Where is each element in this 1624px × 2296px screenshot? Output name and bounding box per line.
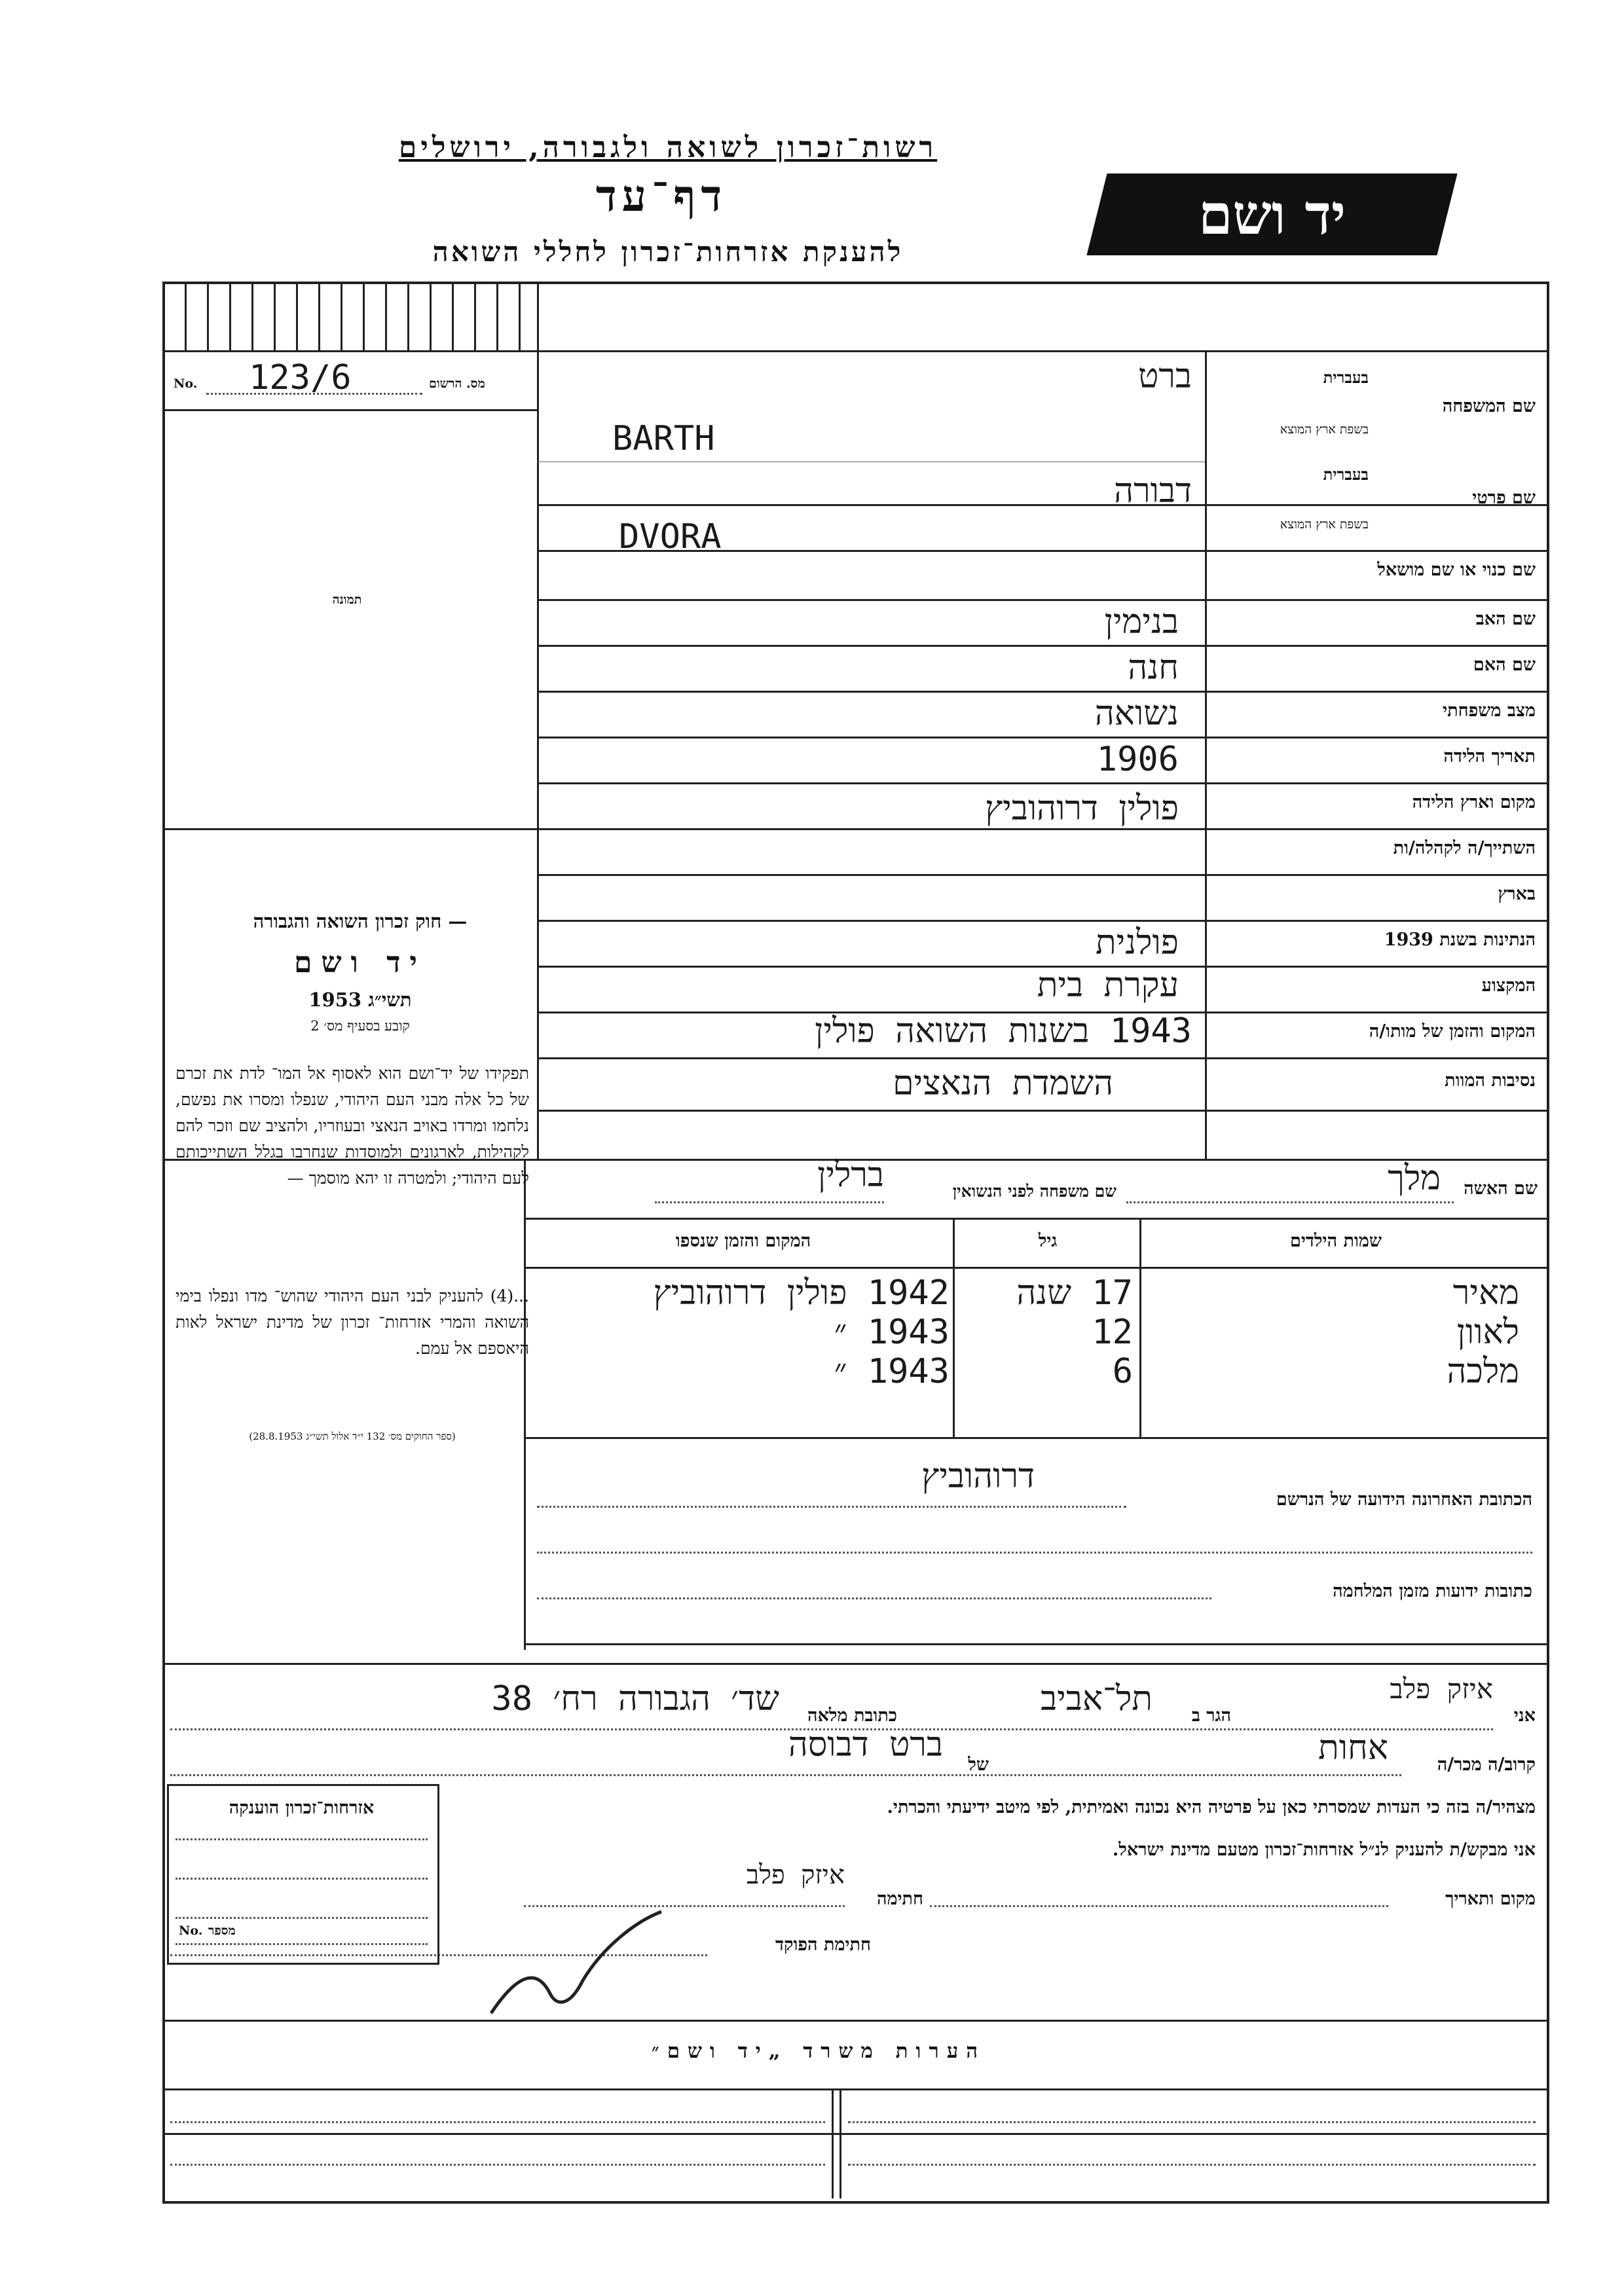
value-full-address: שד׳ הגבורה רח׳ 38 xyxy=(491,1679,779,1719)
law-clause: קובע בסעיף מס׳ 2 xyxy=(310,1018,410,1034)
yad-vashem-logo xyxy=(1086,173,1457,255)
label-maiden-name: שם משפחה לפני הנשואין xyxy=(952,1182,1116,1201)
label-first-name: שם פרטי xyxy=(1472,488,1536,508)
child-3-place: 1943 ״ xyxy=(834,1352,950,1391)
value-citizenship-1939: פולנית xyxy=(1095,923,1179,962)
declaration-line-2: אני מבקש/ת להעניק לנ״ל אזרחות־זכרון מטעם מדינת ישראל. xyxy=(1112,1840,1536,1860)
label-relation: קרוב/ה מכר/ה xyxy=(1437,1755,1536,1775)
label-birth-date: תאריך הלידה xyxy=(1443,746,1536,767)
label-death-circumstances: נסיבות המוות xyxy=(1445,1070,1536,1091)
child-1-age: 17 שנה xyxy=(1016,1273,1133,1313)
child-2-name: לאוון xyxy=(1456,1313,1519,1352)
header-place-time: המקום והזמן שנספו xyxy=(675,1231,811,1251)
child-1-name: מאיר xyxy=(1452,1273,1519,1313)
child-1-place: 1942 פולין דרוהוביץ xyxy=(653,1273,950,1313)
label-profession: המקצוע xyxy=(1481,975,1536,996)
registration-no-label: No. xyxy=(174,376,198,391)
law-paragraph-2: ...(4) להעניק לבני העם היהודי שהוש־ מדו ונפלו בימי השואה והמרי אזרחות־ זכרון של מדינת ישראל לאות היאספם אל עמם. xyxy=(175,1286,529,1358)
law-name: יד ושם xyxy=(294,946,426,979)
label-last-address: הכתובת האחרונה הידועה של הנרשם xyxy=(1276,1489,1532,1510)
value-signature: איזק פלב xyxy=(746,1860,845,1890)
value-relation: אחות xyxy=(1318,1728,1388,1768)
registration-row xyxy=(170,358,530,397)
label-citizenship-1939: הנתינות בשנת 1939 xyxy=(1384,930,1536,950)
label-marital-status: מצב משפחתי xyxy=(1443,701,1536,721)
value-resides-in: תל־אביב xyxy=(1041,1679,1153,1719)
label-officer-signature: חתימת הפוקד xyxy=(775,1935,871,1955)
value-first-name-origin: DVORA xyxy=(619,517,722,556)
value-maiden-name: ברלין xyxy=(817,1156,884,1195)
logo-text: יד ושם xyxy=(1198,182,1346,247)
label-i: אני xyxy=(1513,1705,1536,1726)
citizenship-no-label: No. xyxy=(179,1923,203,1938)
label-of: של xyxy=(968,1755,989,1775)
value-spouse: מלך xyxy=(1388,1159,1441,1198)
header-children-names: שמות הילדים xyxy=(1289,1231,1382,1251)
law-title: — חוק זכרון השואה והגבורה xyxy=(253,910,468,932)
form-subtitle: להענקת אזרחות־זכרון לחללי השואה xyxy=(432,236,904,268)
label-death-place-time: המקום והזמן של מותו/ה xyxy=(1369,1021,1536,1042)
child-3-name: מלכה xyxy=(1447,1352,1519,1391)
office-notes-title: הערות משרד „יד ושם״ xyxy=(651,2039,986,2063)
sub-origin-language-2: בשפת ארץ המוצא xyxy=(1280,517,1369,532)
label-nickname: שם כנוי או שם מושאל xyxy=(1377,560,1536,580)
label-birth-place: מקום וארץ הלידה xyxy=(1412,792,1536,812)
citizenship-box xyxy=(167,1784,439,1965)
label-father-name: שם האב xyxy=(1475,609,1536,629)
value-birth-place: פולין דרוהוביץ xyxy=(985,789,1179,828)
value-profession: עקרת בית xyxy=(1037,966,1179,1005)
declaration-line-1: מצהיר/ה בזה כי העדות שמסרתי כאן על פרטיה היא נכונה ואמיתית, לפי מיטב ידיעתי והכרתי. xyxy=(887,1797,1536,1817)
header-age: גיל xyxy=(1038,1231,1058,1251)
citizenship-number-label: מספר xyxy=(208,1923,236,1938)
sub-origin-language: בשפת ארץ המוצא xyxy=(1280,422,1369,437)
sub-hebrew-2: בעברית xyxy=(1323,465,1369,484)
value-birth-date: 1906 xyxy=(1096,740,1179,779)
label-community: השתייך/ה לקהלה/ות xyxy=(1393,838,1536,858)
label-resides-in: הגר ב xyxy=(1191,1705,1231,1726)
value-last-address: דרוהוביץ xyxy=(921,1457,1035,1496)
officer-signature-scribble xyxy=(478,1908,674,2026)
value-first-name-hebrew: דבורה xyxy=(1114,471,1192,511)
label-mother-name: שם האם xyxy=(1473,655,1536,675)
law-paragraph-1: תפקידו של יד־ושם הוא לאסוף אל המו־ לדת את זכרם של כל אלה מבני העם היהודי, שנפלו ומסרו את נפשם, נלחמו ומרדו באויב הנאצי ובעוזריו, ולהציב שם וזכר להם לקהילות, לארגונים ולמוסדות שנחרבו בגלל השתייכותם לעם היהודי; ולמטרה זו יהא מוסמך — xyxy=(175,1064,529,1188)
value-declarant-name: איזק פלב xyxy=(1390,1673,1493,1705)
value-family-name-hebrew: ברט xyxy=(1137,357,1192,396)
child-2-age: 12 xyxy=(1092,1313,1133,1352)
law-reference: (ספר החוקים מס׳ 132 י״ד אלול תשי״ג 28.8.1953) xyxy=(249,1430,456,1442)
registration-label: מס. הרשום xyxy=(429,376,485,391)
value-death-circumstances: השמדת הנאצים xyxy=(893,1064,1113,1103)
label-war-addresses: כתובות ידועות מזמן המלחמה xyxy=(1333,1581,1532,1601)
value-marital-status: נשואה xyxy=(1094,694,1179,733)
value-family-name-origin: BARTH xyxy=(612,419,715,458)
form-title: דף־עד xyxy=(595,170,728,221)
law-year: תשי״ג 1953 xyxy=(308,989,412,1011)
label-family-name: שם המשפחה xyxy=(1442,396,1536,416)
sub-hebrew: בעברית xyxy=(1323,368,1369,387)
value-mother-name: חנה xyxy=(1128,648,1179,687)
child-3-age: 6 xyxy=(1112,1352,1133,1391)
registration-number: 123/6 xyxy=(249,358,352,397)
label-spouse: שם האשה xyxy=(1464,1178,1538,1199)
authority-line: רשות־זכרון לשואה ולגבורה, ירושלים xyxy=(398,131,938,164)
label-country: בארץ xyxy=(1498,884,1536,904)
citizenship-box-title: אזרחות־זכרון הוענקה xyxy=(229,1798,375,1818)
value-death-place-time: 1943 בשנות השואה פולין xyxy=(815,1011,1192,1051)
label-place-date: מקום ותאריך xyxy=(1445,1889,1536,1909)
label-full-address: כתובת מלאה xyxy=(807,1705,897,1726)
value-father-name: בנימין xyxy=(1104,602,1179,642)
photo-label: תמונה xyxy=(332,592,362,607)
child-2-place: 1943 ״ xyxy=(834,1313,950,1352)
value-of: ברט דבוסה xyxy=(788,1725,943,1764)
label-signature: חתימה xyxy=(876,1889,923,1909)
